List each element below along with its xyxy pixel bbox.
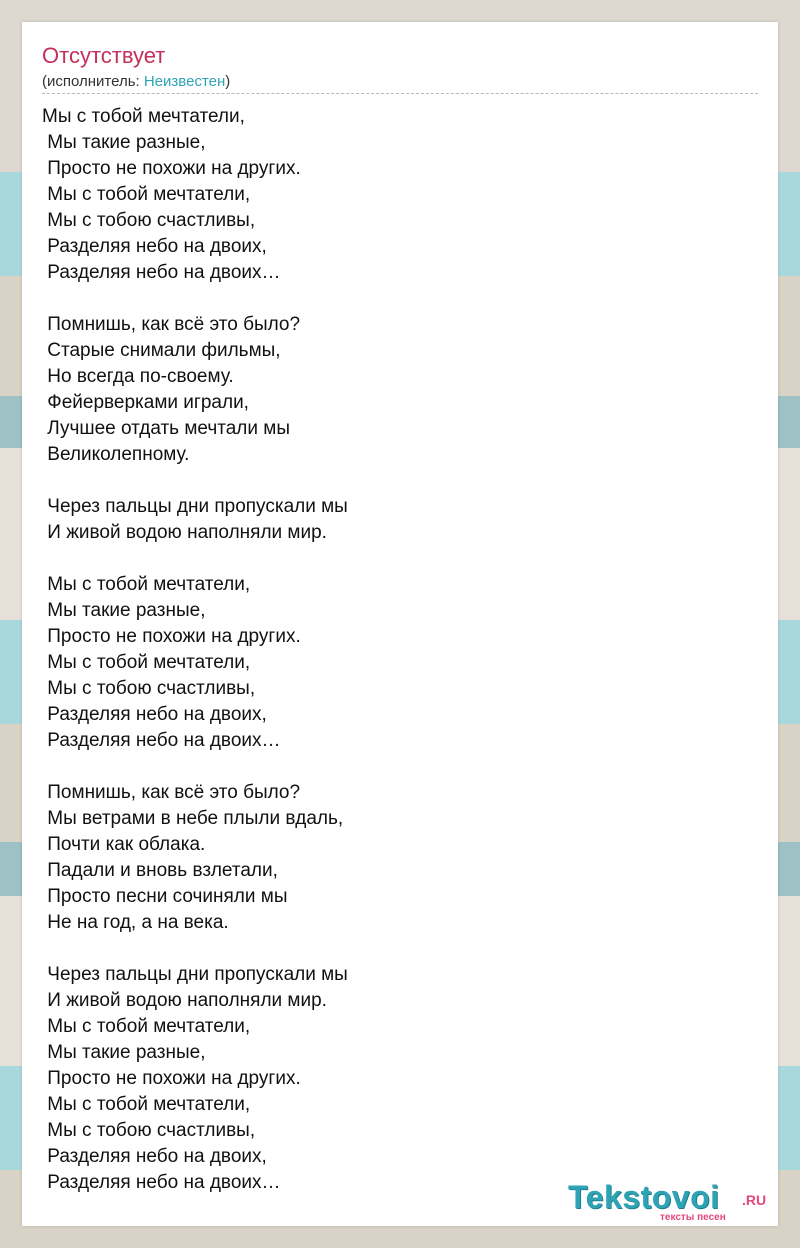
lyric-line (42, 468, 742, 494)
lyric-line: Просто не похожи на других. (42, 1068, 301, 1089)
lyric-line: Лучшее отдать мечтали мы (42, 418, 291, 439)
lyric-line: Разделяя небо на двоих, (42, 1146, 267, 1167)
lyric-line (42, 754, 742, 780)
lyric-line: Разделяя небо на двоих, (42, 704, 267, 725)
artist-suffix: ) (225, 73, 231, 90)
lyric-line: Помнишь, как всё это было? (42, 314, 301, 335)
lyrics-card (22, 22, 778, 1226)
lyric-line: И живой водою наполняли мир. (42, 990, 327, 1011)
lyric-line: Не на год, а на века. (42, 912, 229, 933)
lyrics-text (42, 104, 742, 1196)
lyric-line: Мы с тобою счастливы, (42, 1120, 256, 1141)
lyric-line: Мы с тобой мечтатели, (42, 106, 245, 127)
lyric-line: Просто не похожи на других. (42, 158, 301, 179)
lyric-line: Разделяя небо на двоих… (42, 1172, 281, 1193)
lyric-line (42, 286, 742, 312)
lyric-line: Почти как облака. (42, 834, 206, 855)
lyric-line: И живой водою наполняли мир. (42, 522, 327, 543)
lyric-line: Мы такие разные, (42, 132, 206, 153)
lyric-line: Мы с тобой мечтатели, (42, 1094, 251, 1115)
lyric-line (42, 936, 742, 962)
lyric-line: Разделяя небо на двоих… (42, 262, 281, 283)
song-title: Отсутствует (42, 43, 166, 68)
lyric-line: Старые снимали фильмы, (42, 340, 281, 361)
lyric-line: Мы с тобою счастливы, (42, 210, 256, 231)
lyric-line: Через пальцы дни пропускали мы (42, 964, 348, 985)
lyric-line (42, 546, 742, 572)
lyric-line: Через пальцы дни пропускали мы (42, 496, 348, 517)
lyric-line: Мы с тобой мечтатели, (42, 652, 251, 673)
lyric-line: Мы такие разные, (42, 600, 206, 621)
lyric-line: Фейерверками играли, (42, 392, 249, 413)
lyric-line: Просто песни сочиняли мы (42, 886, 288, 907)
site-logo[interactable] (568, 1177, 778, 1225)
lyric-line: Но всегда по-своему. (42, 366, 234, 387)
artist-prefix: (исполнитель: (42, 73, 144, 90)
lyric-line: Мы ветрами в небе плыли вдаль, (42, 808, 344, 829)
logo-tld: .RU (742, 1192, 767, 1208)
lyric-line: Мы такие разные, (42, 1042, 206, 1063)
artist-link[interactable]: Неизвестен (143, 73, 226, 90)
lyric-line: Разделяя небо на двоих, (42, 236, 267, 257)
lyric-line: Мы с тобою счастливы, (42, 678, 256, 699)
artist-line (42, 72, 230, 92)
lyric-line: Мы с тобой мечтатели, (42, 574, 251, 595)
header-divider (42, 93, 758, 94)
lyric-line: Падали и вновь взлетали, (42, 860, 278, 881)
logo-name: Tekstovoi (568, 1179, 720, 1215)
lyric-line: Разделяя небо на двоих… (42, 730, 281, 751)
lyric-line: Помнишь, как всё это было? (42, 782, 301, 803)
lyric-line: Мы с тобой мечтатели, (42, 1016, 251, 1037)
lyric-line: Мы с тобой мечтатели, (42, 184, 251, 205)
logo-tagline: тексты песен (660, 1212, 726, 1223)
lyric-line: Просто не похожи на других. (42, 626, 301, 647)
lyric-line: Великолепному. (42, 444, 190, 465)
